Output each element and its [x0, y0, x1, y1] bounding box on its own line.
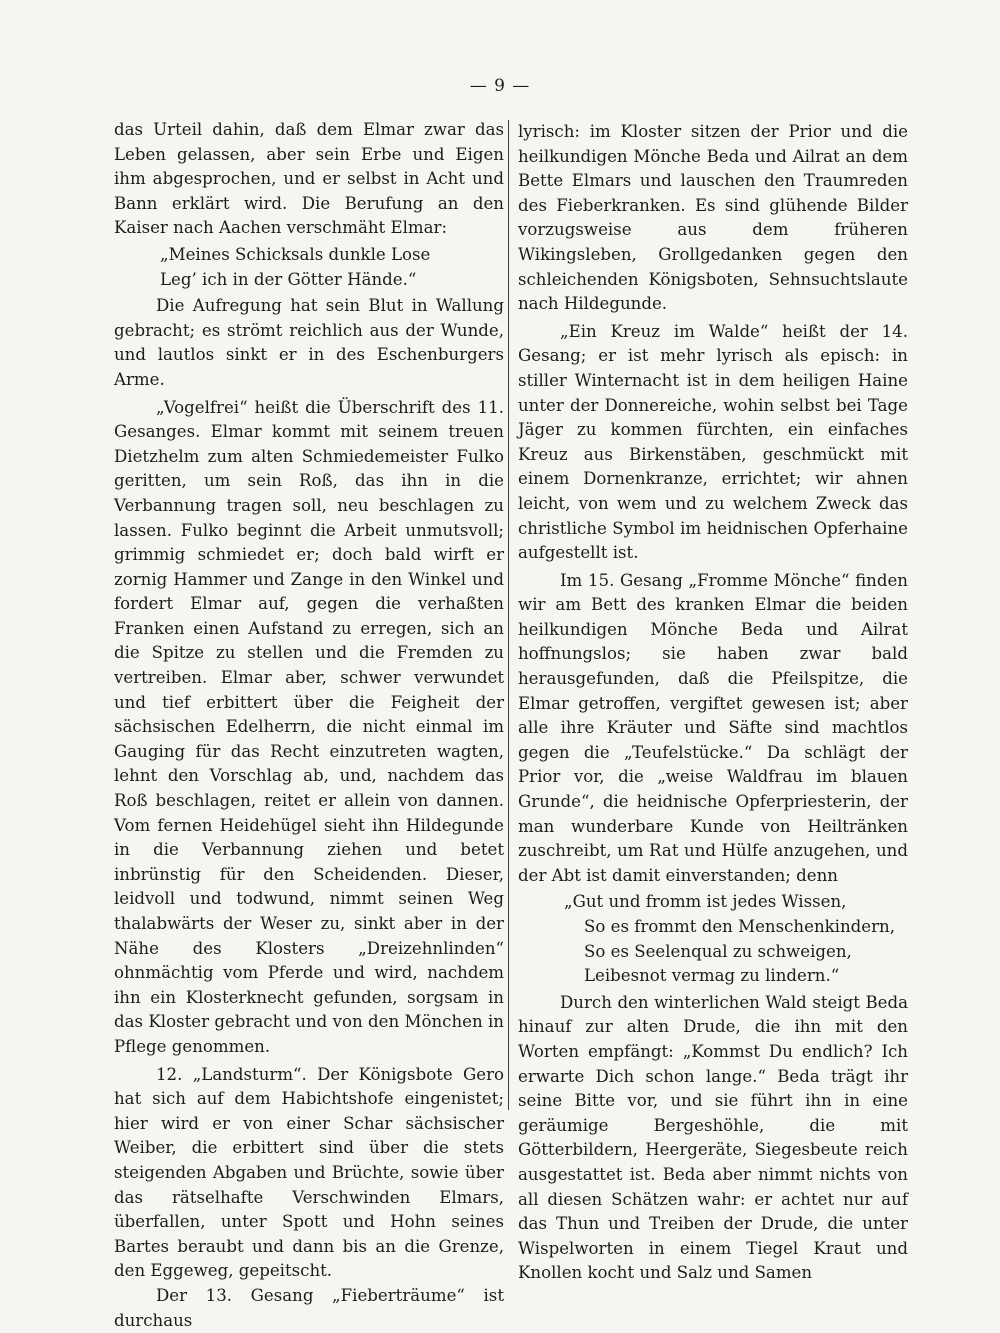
verse-block	[114, 243, 504, 292]
left-column	[114, 118, 504, 1333]
verse-line: So es Seelenqual zu schweigen,	[584, 941, 852, 961]
verse-block	[518, 890, 908, 988]
right-column	[518, 120, 908, 1286]
verse-line: Leg’ ich in der Götter Hände.“	[160, 269, 417, 289]
paragraph: Die Aufregung hat sein Blut in Wallung gebracht; es strömt reichlich aus der Wunde, und lautlos sinkt er in des Eschenburgers Arme.	[114, 296, 504, 389]
paragraph: „Ein Kreuz im Walde“ heißt der 14. Gesang; er ist mehr lyrisch als episch: in stiller Winternacht ist in dem heiligen Haine unter der Donnereiche, wohin selbst bei Tage Jäger zu kommen fürchten, ein einfaches Kreuz aus Birkenstäben, geschmückt mit einem Dornenkranze, errichtet; wir ahnen leicht, von wem und zu welchem Zweck das christliche Symbol im heidnischen Opferhaine aufgestellt ist.	[518, 321, 908, 563]
verse-line: „Meines Schicksals dunkle Lose	[160, 244, 431, 264]
verse-line: „Gut und fromm ist jedes Wissen,	[564, 892, 847, 912]
paragraph: lyrisch: im Kloster sitzen der Prior und die heilkundigen Mönche Beda und Ailrat an dem Bette Elmars und lauschen den Traumreden des Fieberkranken. Es sind glühende Bilder vorzugsweise aus dem früheren Wikingsleben, Grollgedanken gegen den schleichenden Königsboten, Sehnsuchtslaute nach Hildegunde.	[518, 122, 908, 314]
verse-line: So es frommt den Menschenkindern,	[584, 917, 896, 936]
column-divider	[508, 120, 509, 1110]
paragraph: „Vogelfrei“ heißt die Überschrift des 11. Gesanges. Elmar kommt mit seinem treuen Dietzhelm zum alten Schmiedemeister Fulko geritten, um sein Roß, das ihn in die Verbannung tragen soll, neu beschlagen zu lassen. Fulko beginnt die Arbeit unmutsvoll; grimmig schmiedet er; doch bald wirft er zornig Hammer und Zange in den Winkel und fordert Elmar auf, gegen die verhaßten Franken einen Aufstand zu erregen, sich an die Spitze zu stellen und die Fremden zu vertreiben. Elmar aber, schwer verwundet und tief erbittert über die Feigheit der sächsischen Edelherrn, die nicht einmal im Gauging für das Recht einzutreten wagten, lehnt den Vorschlag ab, und, nachdem das Roß beschlagen, reitet er allein von dannen. Vom fernen Heidehügel sieht ihn Hildegunde in die Verbannung ziehen und betet inbrünstig für den Scheidenden. Dieser, leidvoll und todwund, nimmt seinen Weg thalabwärts der Weser zu, sinkt aber in der Nähe des Klosters „Dreizehnlinden“ ohnmächtig vom Pferde und wird, nachdem ihn ein Klosterknecht gefunden, sorgsam in das Kloster gebracht und von den Mönchen in Pflege genommen.	[114, 397, 504, 1056]
paragraph: Durch den winterlichen Wald steigt Beda hinauf zur alten Drude, die ihn mit den Worten empfängt: „Kommst Du endlich? Ich erwarte Dich schon lange.“ Beda trägt ihr seine Bitte vor, und sie führt ihn in eine geräumige Bergeshöhle, die mit Götterbildern, Heergeräte, Siegesbeute reich ausgestattet ist. Beda aber nimmt nichts von all diesen Schätzen wahr: er achtet nur auf das Thun und Treiben der Drude, die unter Wispelworten in einem Tiegel Kraut und Knollen kocht und Salz und Samen	[518, 992, 908, 1283]
paragraph: das Urteil dahin, daß dem Elmar zwar das Leben gelassen, aber sein Erbe und Eigen ihm abgesprochen, und er selbst in Acht und Bann erklärt wird. Die Berufung an den Kaiser nach Aachen verschmäht Elmar:	[114, 120, 504, 238]
paragraph: Im 15. Gesang „Fromme Mönche“ finden wir am Bett des kranken Elmar die beiden heilkundigen Mönche Beda und Ailrat hoffnungslos; sie haben zwar bald herausgefunden, daß die Pfeilspitze, die Elmar getroffen, vergiftet gewesen ist; aber alle ihre Kräuter und Säfte sind machtlos gegen die „Teufelstücke.“ Da schlägt der Prior vor, die „weise Waldfrau im blauen Grunde“, die heidnische Opferpriesterin, der man wunderbare Kunde von Heiltränken zuschreibt, um Rat und Hülfe anzugehen, und der Abt ist damit einverstanden; denn	[518, 570, 908, 885]
verse-line: Leibesnot vermag zu lindern.“	[584, 966, 840, 986]
page-number: — 9 —	[469, 76, 531, 96]
paragraph: Der 13. Gesang „Fieberträume“ ist durchaus	[114, 1285, 504, 1330]
paragraph: 12. „Landsturm“. Der Königsbote Gero hat sich auf dem Habichtshofe eingenistet; hier wird er von einer Schar sächsischer Weiber, die erbittert sind über die stets steigenden Abgaben und Brüchte, sowie über das rätselhafte Verschwinden Elmars, überfallen, unter Spott und Hohn seines Bartes beraubt und dann bis an die Grenze, den Eggeweg, gepeitscht.	[114, 1064, 504, 1281]
